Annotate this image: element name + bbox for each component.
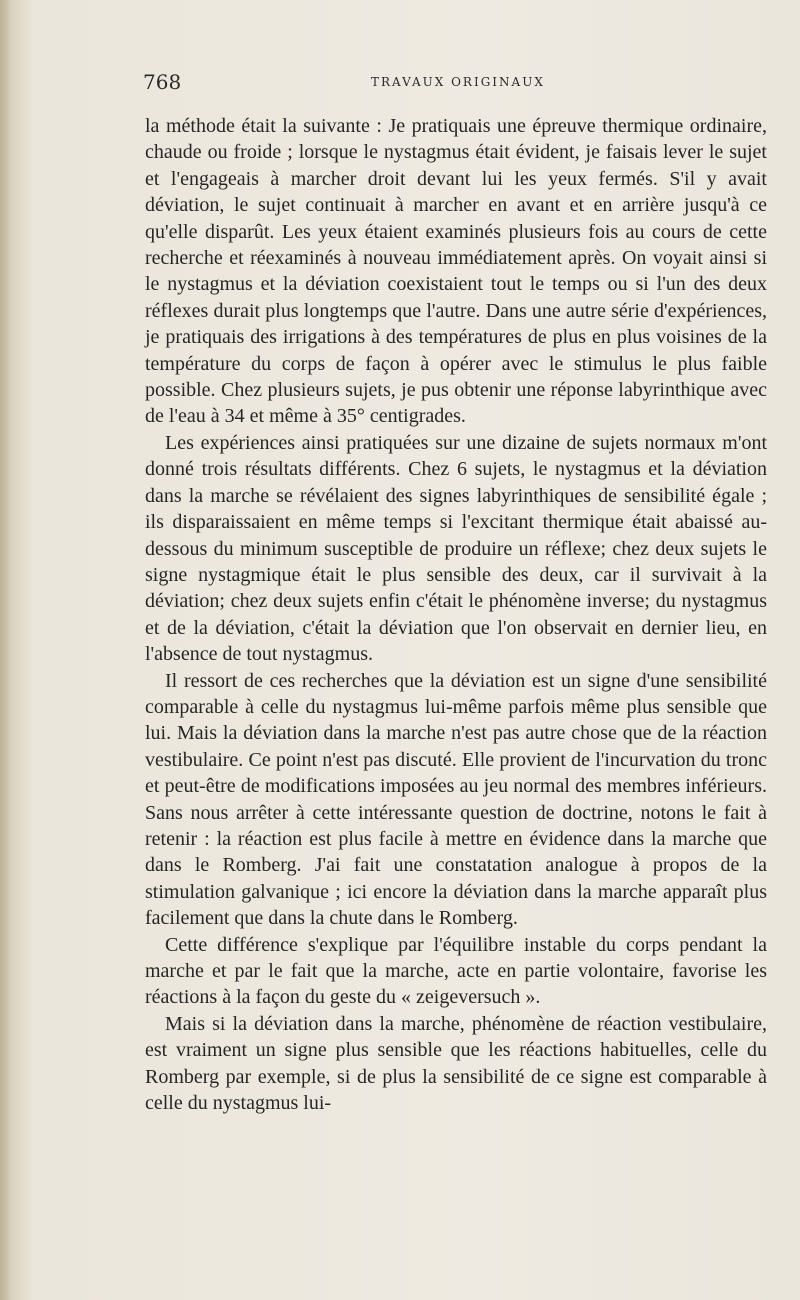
running-title: TRAVAUX ORIGINAUX bbox=[371, 75, 545, 89]
page-edge-shadow bbox=[0, 0, 10, 1300]
paragraph-5: Mais si la déviation dans la marche, phénomène de réaction vestibulaire, est vraiment un signe plus sensible que les réactions habituelles, celle du Romberg par exemple, si de plus la sensibilité de ce signe est comparable à celle du nystagmus lui- bbox=[145, 1012, 767, 1115]
paragraph-2: Les expériences ainsi pratiquées sur une dizaine de sujets normaux m'ont donné trois résultats différents. Chez 6 sujets, le nystagmus et la déviation dans la marche se révélaient des signes labyrinthiques de sensibilité égale ; ils disparaissaient en même temps si l'excitant thermique était abaissé au-dessous du minimum susceptible de produire un réflexe; chez deux sujets le signe nystagmique était le plus sensible des deux, car il survivait à la déviation; chez deux sujets enfin c'était le phénomène inverse; du nystagmus et de la déviation, c'était la déviation que l'on observait en dernier lieu, en l'absence de tout nystagmus. bbox=[145, 431, 767, 666]
body-text bbox=[145, 113, 767, 1116]
paragraph-1: la méthode était la suivante : Je pratiquais une épreuve thermique ordinaire, chaude ou froide ; lorsque le nystagmus était évident, je faisais lever le sujet et l'engageais à marcher droit devant lui les yeux fermés. S'il y avait déviation, le sujet continuait à marcher en avant et en arrière jusqu'à ce qu'elle disparût. Les yeux étaient examinés plusieurs fois au cours de cette recherche et réexaminés à nouveau immédiatement après. On voyait ainsi si le nystagmus et la déviation coexistaient tout le temps ou si l'un des deux réflexes durait plus longtemps que l'autre. Dans une autre série d'expériences, je pratiquais des irrigations à des températures de plus en plus voisines de la température du corps de façon à opérer avec le stimulus le plus faible possible. Chez plusieurs sujets, je pus obtenir une réponse labyrinthique avec de l'eau à 34 et même à 35° centigrades. bbox=[145, 115, 767, 428]
paragraph-4: Cette différence s'explique par l'équilibre instable du corps pendant la marche et par le fait que la marche, acte en partie volontaire, favorise les réactions à la façon du geste du « zeigeversuch ». bbox=[145, 933, 767, 1009]
paragraph-3: Il ressort de ces recherches que la déviation est un signe d'une sensibilité comparable à celle du nystagmus lui-même parfois même plus sensible que lui. Mais la déviation dans la marche n'est pas autre chose que de la réaction vestibulaire. Ce point n'est pas discuté. Elle provient de l'incurvation du tronc et peut-être de modifications imposées au jeu normal des membres inférieurs. Sans nous arrêter à cette intéressante question de doctrine, notons le fait à retenir : la réaction est plus facile à mettre en évidence dans la marche que dans le Romberg. J'ai fait une constatation analogue à propos de la stimulation galvanique ; ici encore la déviation dans la marche apparaît plus facilement que dans la chute dans le Romberg. bbox=[145, 669, 767, 930]
page-header bbox=[143, 70, 793, 100]
page-number: 768 bbox=[143, 70, 182, 94]
